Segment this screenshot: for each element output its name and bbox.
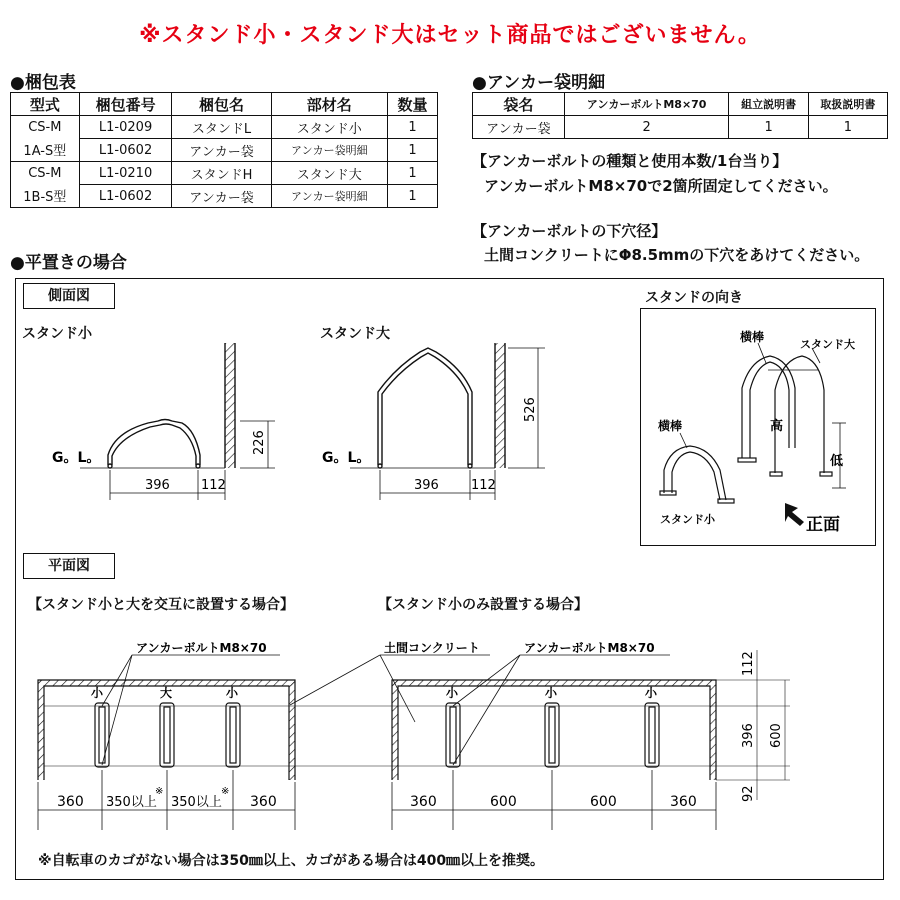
notice-text: ※スタンド小・スタンド大はセット商品ではございません。: [139, 23, 761, 48]
dim-right-4: 360: [670, 794, 697, 810]
packing-header: 梱包名: [172, 93, 271, 116]
dim-v-3: 600: [769, 723, 784, 748]
handling-manual-cell: 1: [808, 116, 887, 139]
dim-mark: ※: [221, 786, 230, 797]
large-width-dim: 396: [414, 478, 439, 493]
model-cell: 1A-S型: [11, 139, 80, 162]
anchor-type-text: アンカーボルトM8×70で2箇所固定してください。: [484, 177, 838, 195]
bag-name-cell: アンカー袋: [473, 116, 565, 139]
crossbar-label-large: 横棒: [740, 330, 765, 344]
large-stand-label: スタンド大: [800, 338, 855, 351]
qty-cell: 1: [388, 116, 438, 139]
part-name-cell: スタンド大: [271, 162, 387, 185]
packing-header: 梱包番号: [79, 93, 172, 116]
packing-title: ●梱包表: [10, 73, 76, 93]
dim-right-1: 360: [410, 794, 437, 810]
small-stand-title: スタンド小: [22, 326, 92, 342]
stand-small-label: 小: [226, 686, 239, 700]
crossbar-label-small: 横棒: [658, 419, 683, 433]
dim-v-2: 396: [741, 723, 756, 748]
pack-name-cell: スタンドH: [172, 162, 271, 185]
small-only-layout-title: 【スタンド小のみ設置する場合】: [378, 597, 588, 613]
anchor-hole-heading: 【アンカーボルトの下穴径】: [472, 222, 667, 240]
orientation-title: スタンドの向き: [645, 290, 743, 306]
high-label: 高: [770, 419, 784, 434]
bolt-qty-cell: 2: [564, 116, 729, 139]
anchor-bolt-label: アンカーボルトM8×70: [136, 641, 267, 655]
packing-header: 数量: [388, 93, 438, 116]
stand-small-label: 小: [645, 686, 658, 700]
gl-label-large: G。L。: [322, 450, 371, 466]
anchor-bag-header: 袋名: [473, 93, 565, 116]
anchor-bag-header: 取扱説明書: [808, 93, 887, 116]
large-stand-title: スタンド大: [320, 326, 390, 342]
small-height-dim: 226: [252, 430, 267, 455]
packing-header: 型式: [11, 93, 80, 116]
low-label: 低: [830, 454, 844, 469]
anchor-bag-header: アンカーボルトM8×70: [564, 93, 729, 116]
anchor-hole-text: 土間コンクリートにΦ8.5mmの下穴をあけてください。: [484, 246, 870, 264]
model-cell: CS-M: [11, 116, 80, 139]
dim-right-2: 600: [490, 794, 517, 810]
dim-mark: ※: [155, 786, 164, 797]
part-name-cell: アンカー袋明細: [271, 139, 387, 162]
large-offset-dim: 112: [471, 478, 496, 493]
pack-name-cell: アンカー袋: [172, 185, 271, 208]
qty-cell: 1: [388, 162, 438, 185]
stand-small-label: 小: [446, 686, 459, 700]
part-name-cell: スタンド小: [271, 116, 387, 139]
packing-header: 部材名: [271, 93, 387, 116]
dim-left-1: 360: [57, 794, 84, 810]
dim-v-1: 112: [741, 651, 756, 676]
dim-right-3: 600: [590, 794, 617, 810]
assembly-manual-cell: 1: [729, 116, 808, 139]
footnote-text: ※自転車のカゴがない場合は350㎜以上、カゴがある場合は400㎜以上を推奨。: [38, 853, 545, 869]
small-width-dim: 396: [145, 478, 170, 493]
pack-no-cell: L1-0602: [79, 139, 172, 162]
anchor-bag-title: ●アンカー袋明細: [472, 73, 606, 93]
gl-label-small: G。L。: [52, 450, 101, 466]
pack-name-cell: アンカー袋: [172, 139, 271, 162]
model-cell: 1B-S型: [11, 185, 80, 208]
stand-small-label: 小: [545, 686, 558, 700]
dim-left-4: 360: [250, 794, 277, 810]
anchor-bolt-label: アンカーボルトM8×70: [524, 641, 655, 655]
pack-no-cell: L1-0209: [79, 116, 172, 139]
dim-left-3: 350以上: [171, 795, 222, 810]
side-view-label: 側面図: [23, 283, 115, 309]
qty-cell: 1: [388, 185, 438, 208]
alternate-layout-title: 【スタンド小と大を交互に設置する場合】: [28, 597, 294, 613]
qty-cell: 1: [388, 139, 438, 162]
dim-left-2: 350以上: [106, 795, 157, 810]
front-label: 正面: [806, 515, 840, 535]
stand-large-label: 大: [160, 686, 173, 700]
large-height-dim: 526: [523, 397, 538, 422]
pack-name-cell: スタンドL: [172, 116, 271, 139]
anchor-type-heading: 【アンカーボルトの種類と使用本数/1台当り】: [472, 152, 788, 170]
flat-placement-title: ●平置きの場合: [10, 253, 127, 273]
stand-top-view: [95, 703, 659, 767]
small-offset-dim: 112: [201, 478, 226, 493]
part-name-cell: アンカー袋明細: [271, 185, 387, 208]
model-cell: CS-M: [11, 162, 80, 185]
anchor-bag-header: 組立説明書: [729, 93, 808, 116]
pack-no-cell: L1-0602: [79, 185, 172, 208]
stand-small-label: 小: [91, 686, 104, 700]
concrete-label: 土間コンクリート: [384, 641, 480, 655]
pack-no-cell: L1-0210: [79, 162, 172, 185]
small-stand-label: スタンド小: [660, 513, 715, 526]
plan-view-label: 平面図: [23, 553, 115, 579]
dim-v-4: 92: [741, 785, 756, 802]
